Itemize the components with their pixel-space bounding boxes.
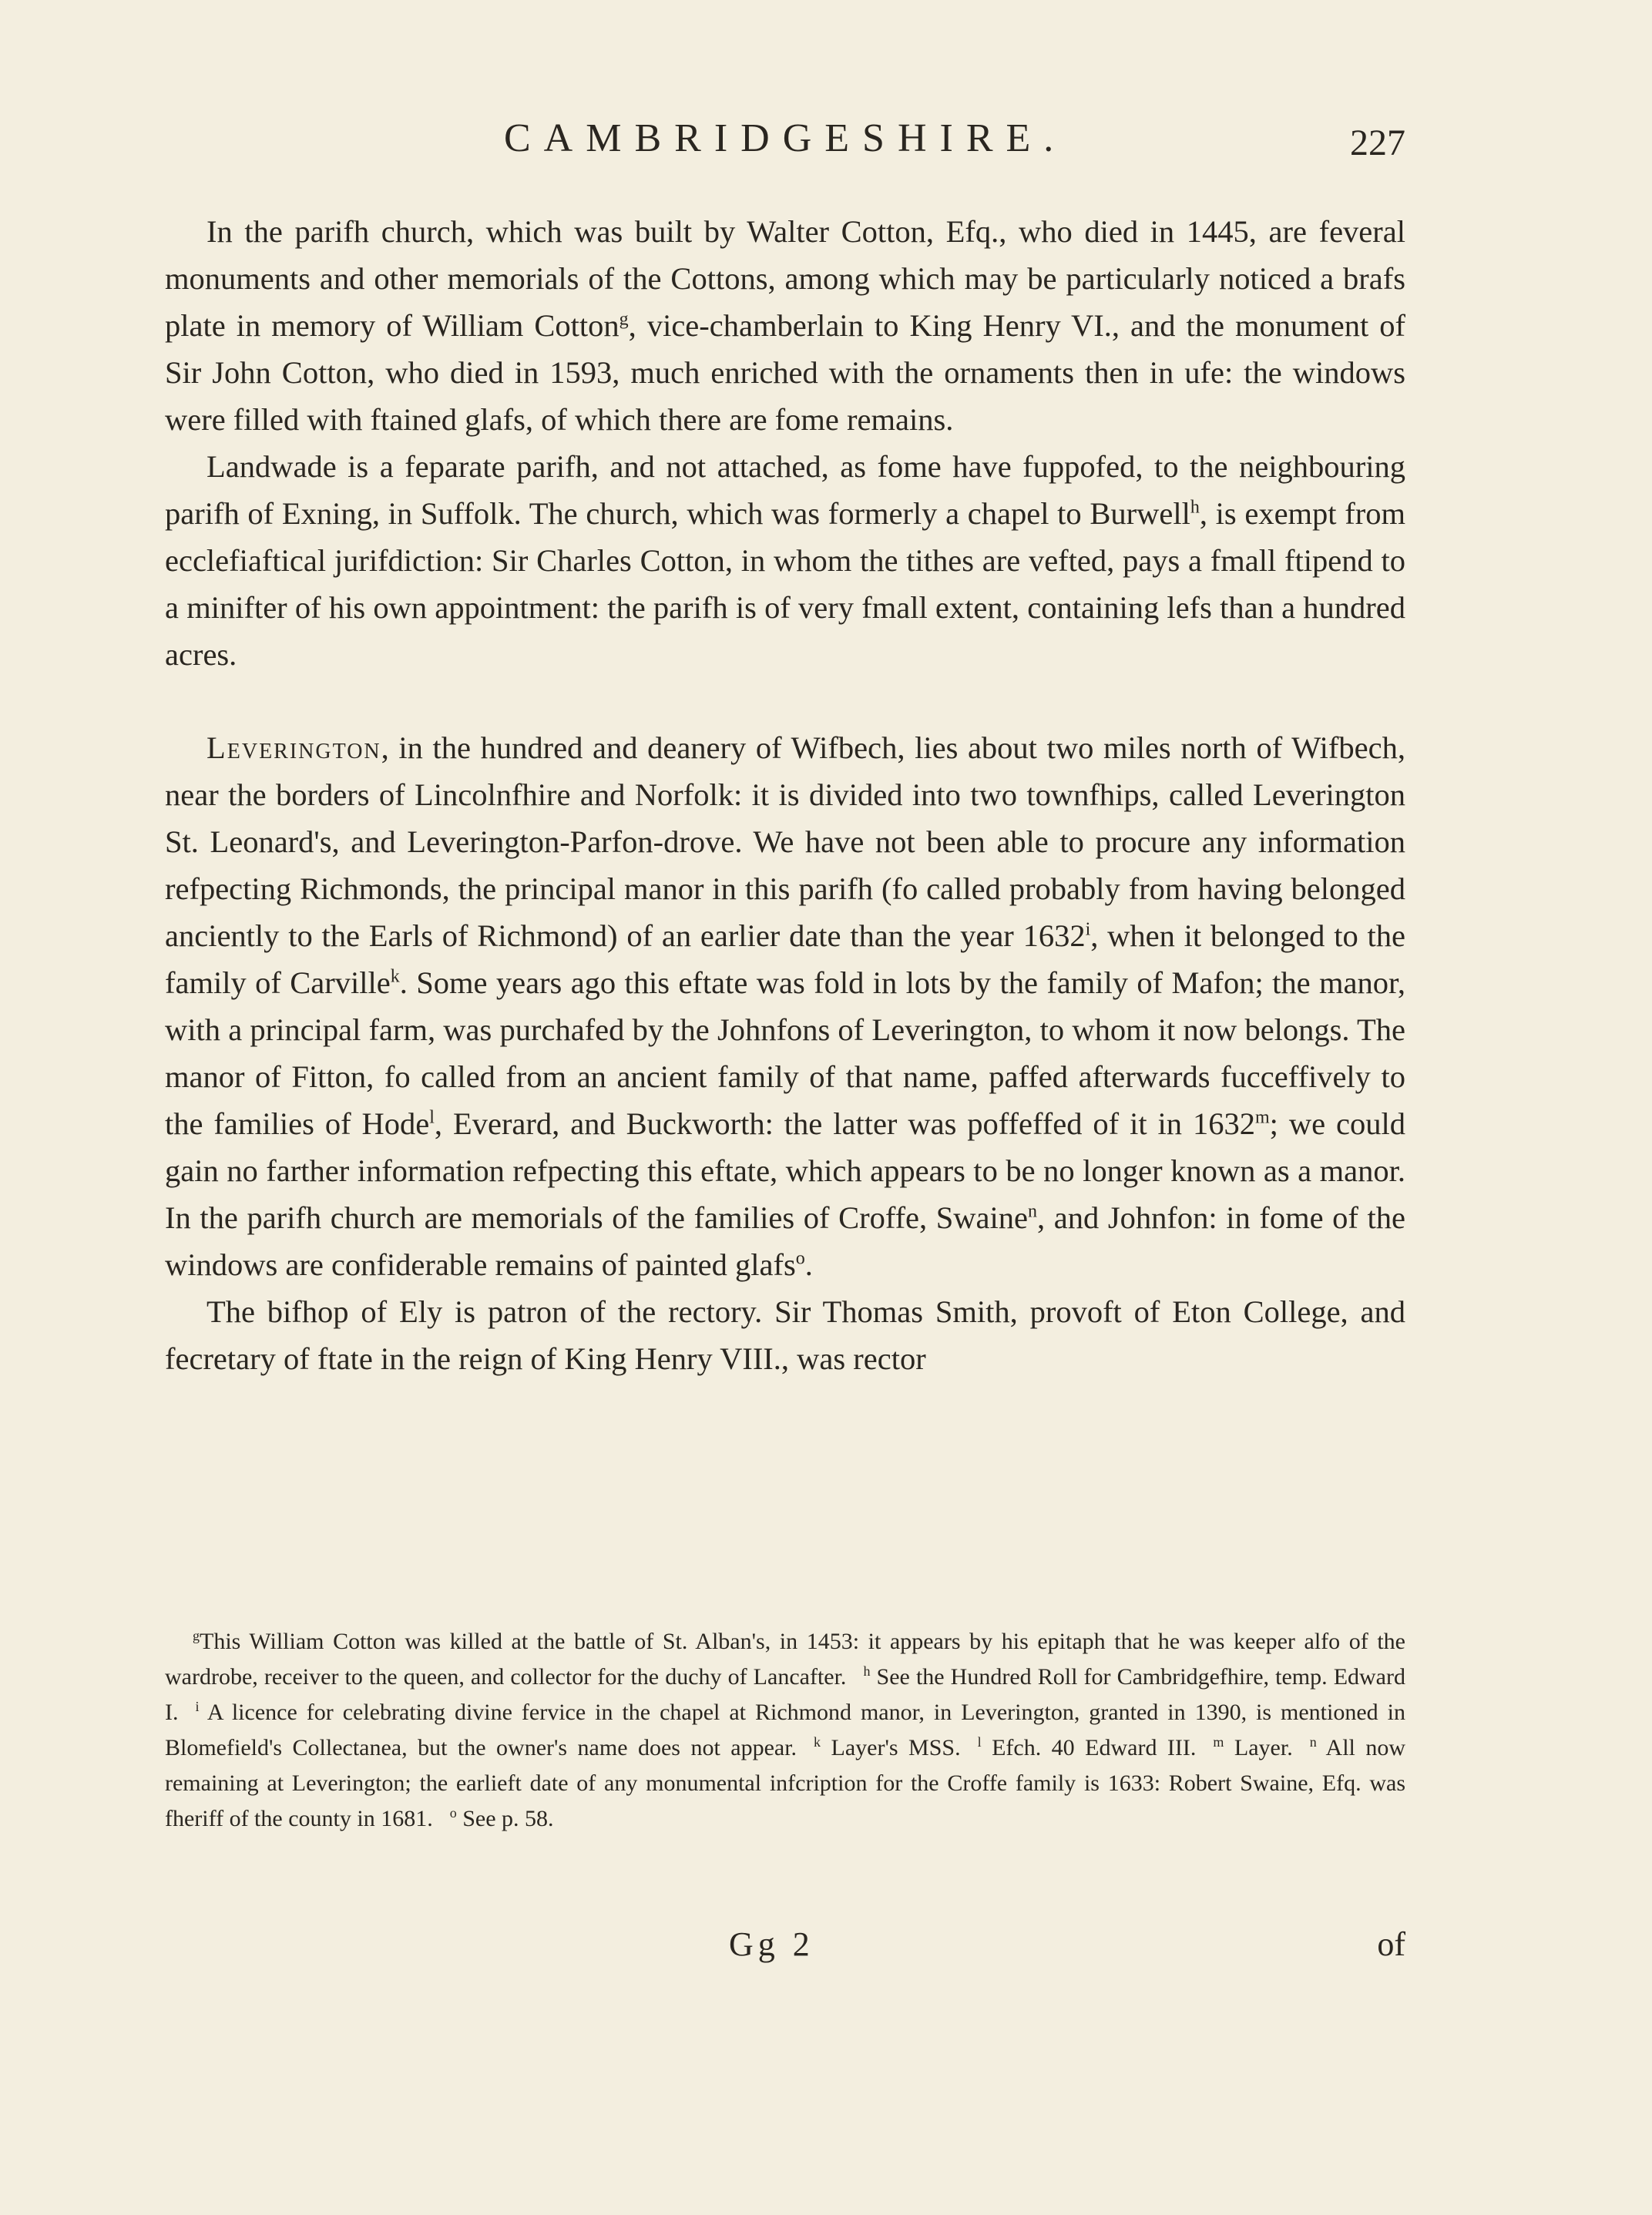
footnotes [165,1624,1405,1837]
footnote-l: $^l$ Efch. 40 Edward III. [977,1734,1197,1760]
catchword: of [1377,1925,1405,1963]
paragraph-leverington: Leverington, in the hundred and deanery of Wifbech, lies about two miles north of Wifbech, near the borders of Lincolnfhire and Norfolk: it is divided into two townfhips, called Leverington St. Leonard's, and Leverington-Parfon-drove. We have not been able to procure any information refpecting Richmonds, the principal manor in this parifh (fo called probably from having belonged anciently to the Earls of Richmond) of an earlier date than the year 1632$^i$, when it belonged to the family of Carville$^k$. Some years ago this eftate was fold in lots by the family of Mafon; the manor, with a principal farm, was purchafed by the Johnfons of Leverington, to whom it now belongs. The manor of Fitton, fo called from an ancient family of that name, paffed afterwards fucceffively to the families of Hode$^l$, Everard, and Buckworth: the latter was poffeffed of it in 1632$^m$; we could gain no farther information refpecting this eftate, which appears to be no longer known as a manor. In the parifh church are memorials of the families of Croffe, Swaine$^n$, and Johnfon: in fome of the windows are confiderable remains of painted glafs$^o$. [165,730,1405,1282]
footnote-i: $^i$ A licence for celebrating divine fervice in the chapel at Richmond manor, in Leverington, granted in 1390, is mentioned in Blomefield's Collectanea, but the owner's name does not appear. [165,1699,1405,1760]
paragraph-cotton-church: In the parifh church, which was built by Walter Cotton, Efq., who died in 1445, are feveral monuments and other memorials of the Cottons, among which may be particularly noticed a brafs plate in memory of William Cotton$^g$, vice-chamberlain to King Henry VI., and the monument of Sir John Cotton, who died in 1593, much enriched with the ornaments then in ufe: the windows were filled with ftained glafs, of which there are fome remains. [165,214,1405,437]
page-number: 227 [1350,122,1405,163]
footnote-ref-o: o [795,1248,805,1269]
running-title: CAMBRIDGESHIRE. [504,116,1067,160]
footnote-ref-g: g [619,309,629,330]
footnote-ref-h: h [1190,497,1200,518]
footnote-h: $^h$ See the Hundred Roll for Cambridgefhire, temp. Edward I. [165,1663,1405,1725]
paragraph-landwade: Landwade is a feparate parifh, and not attached, as fome have fuppofed, to the neighbouring parifh of Exning, in Suffolk. The church, which was formerly a chapel to Burwell$^h$, is exempt from ecclefiaftical jurifdiction: Sir Charles Cotton, in whom the tithes are vefted, pays a fmall ftipend to a minifter of his own appointment: the parifh is of very fmall extent, containing lefs than a hundred acres. [165,449,1405,672]
footnote-m: $^m$ Layer. [1213,1734,1293,1760]
paragraph-rectory: The bifhop of Ely is patron of the rectory. Sir Thomas Smith, provoft of Eton College, and fecretary of ftate in the reign of King Henry VIII., was rector [165,1294,1405,1376]
footnote-ref-k: k [390,966,400,987]
footnote-ref-n: n [1028,1201,1038,1222]
footnote-k: $^k$ Layer's MSS. [814,1734,961,1760]
body-text [165,208,1405,1382]
signature-mark: Gg 2 [729,1925,814,1963]
footnote-block [165,1624,1405,1837]
page-header [165,116,1405,177]
section-title-leverington: Leverington [206,730,381,765]
footnote-o: $^o$ See p. 58. [449,1805,554,1831]
footnote-g: $^g$This William Cotton was killed at the battle of St. Alban's, in 1453: it appears by his epitaph that he was keeper alfo of the wardrobe, receiver to the queen, and collector for the duchy of Lancafter. [165,1628,1405,1690]
footnote-ref-l: l [429,1107,435,1128]
footnote-ref-i: i [1085,919,1091,940]
footnote-n: $^n$ All now remaining at Leverington; the earlieft date of any monumental infcription for the Croffe family is 1633: Robert Swaine, Efq. was fheriff of the county in 1681. [165,1734,1406,1831]
footnote-ref-m: m [1254,1107,1270,1128]
